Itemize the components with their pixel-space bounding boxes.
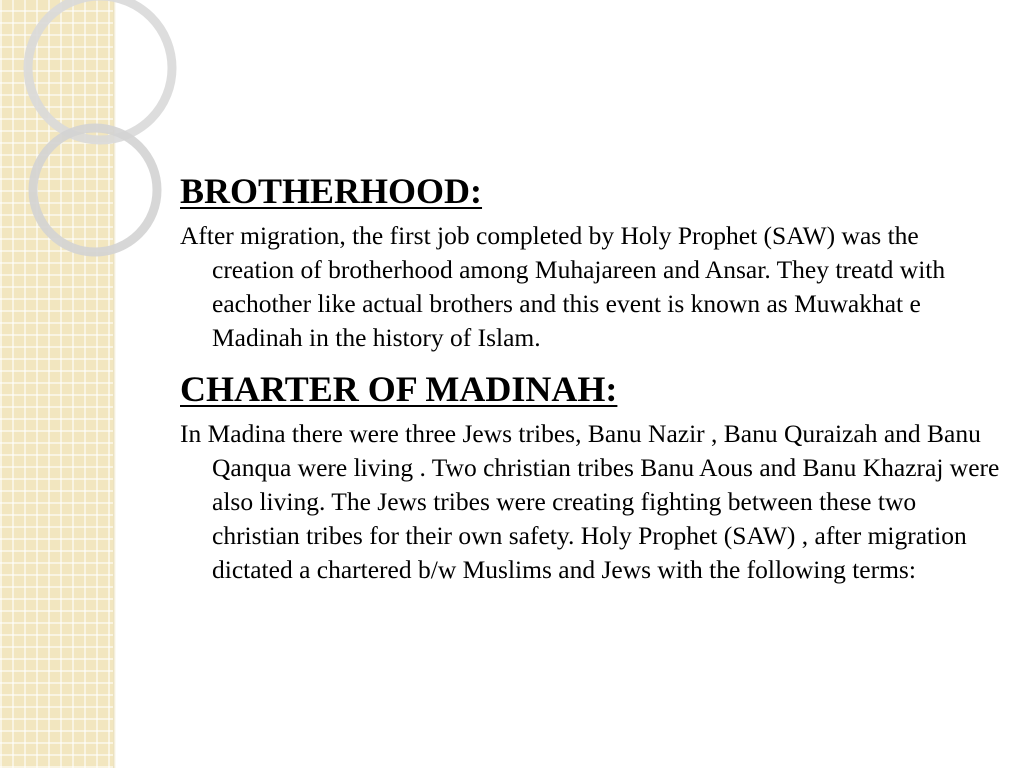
section-charter [180,361,1000,587]
slide-content [180,163,1000,593]
brotherhood-heading: BROTHERHOOD: [180,171,483,211]
brotherhood-paragraph: After migration, the first job completed by Holy Prophet (SAW) was the creation of brotherhood among Muhajareen and Ansar. They treatd with eachother like actual brothers and this event is known as Muwakhat e Madinah in the history of Islam. [180,221,946,352]
decorative-ring-bottom [33,128,157,252]
decorative-ring-top [28,0,172,140]
decorative-rings [0,0,180,280]
charter-heading: CHARTER OF MADINAH: [180,369,618,409]
section-brotherhood [180,163,1000,355]
charter-paragraph: In Madina there were three Jews tribes, Banu Nazir , Banu Quraizah and Banu Qanqua were living . Two christian tribes Banu Aous and Banu Khazraj were also living. The Jews tribes were creating fighting between these two christian tribes for their own safety. Holy Prophet (SAW) , after migration dictated a chartered b/w Muslims and Jews with the following terms: [180,419,1000,584]
